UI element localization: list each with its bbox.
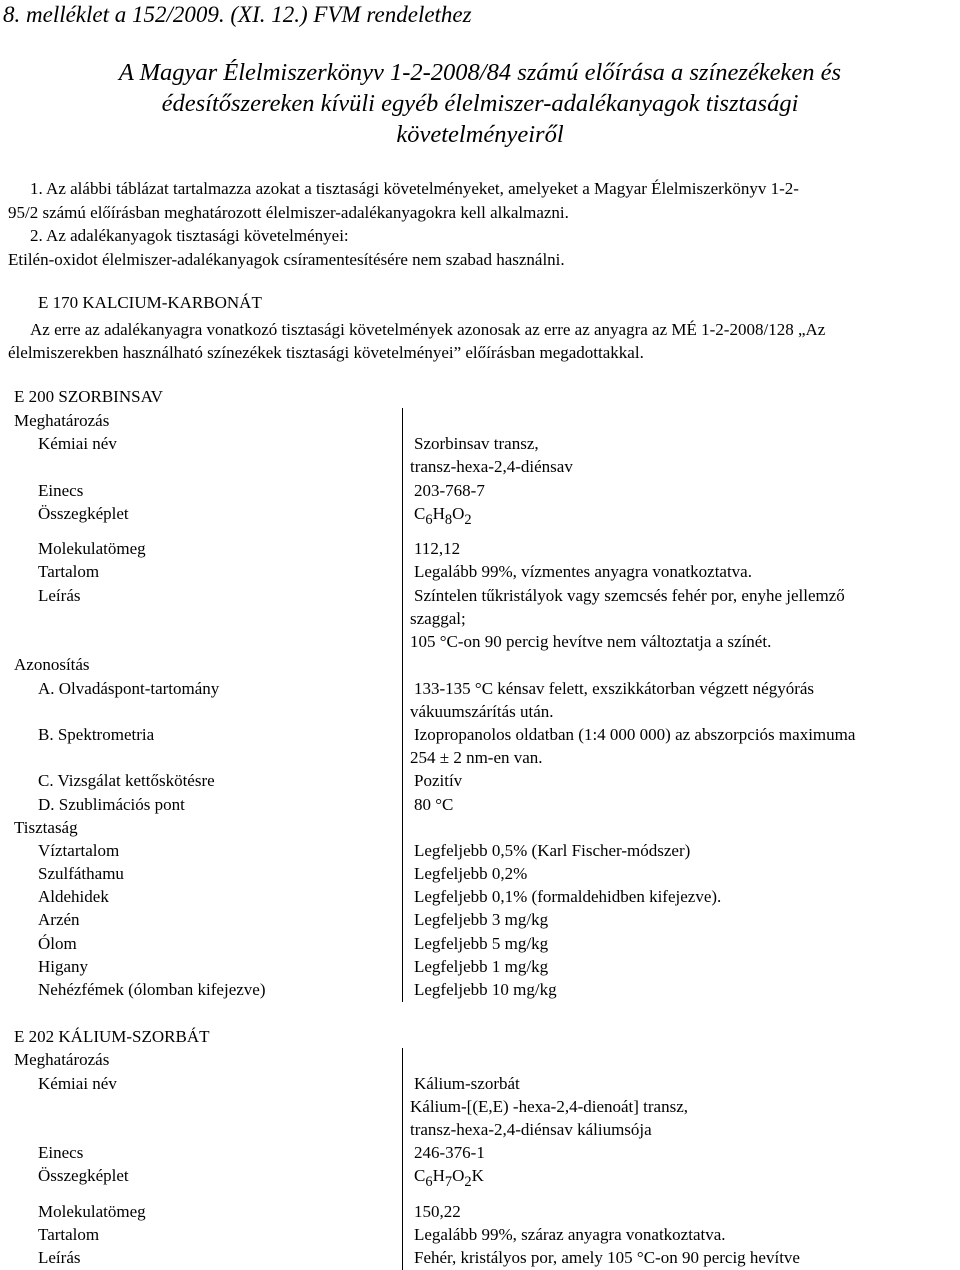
- e200-einecs: Einecs: [38, 481, 84, 500]
- e200-leiras-val1: Színtelen tűkristályok vagy szemcsés fehér por, enyhe jellemző: [414, 586, 845, 605]
- e200-leiras-val2: szaggal;: [410, 609, 466, 628]
- e200-molekulatomeg-val: 112,12: [414, 539, 461, 558]
- e200-einecs-val: 203-768-7: [414, 481, 485, 500]
- e200-b-label: B. Spektrometria: [38, 725, 155, 744]
- e200-aldehidek: Aldehidek: [38, 887, 109, 906]
- e202-meghatarozas: Meghatározás: [14, 1050, 110, 1069]
- e200-molekulatomeg: Molekulatömeg: [38, 539, 146, 558]
- e200-b-val1: Izopropanolos oldatban (1:4 000 000) az abszorpciós maximuma: [414, 725, 856, 744]
- e200-a-val2: vákuumszárítás után.: [410, 702, 554, 721]
- intro-p1-line1: 1. Az alábbi táblázat tartalmazza azokat a tisztasági követelményeket, amelyeket a Magyar Élelmiszerkönyv 1-2-: [30, 179, 799, 198]
- intro-p2-line2: Etilén-oxidot élelmiszer-adalékanyagok csíramentesítésére nem szabad használni.: [8, 250, 565, 269]
- e202-tartalom: Tartalom: [38, 1225, 100, 1244]
- e202-leiras-val: Fehér, kristályos por, amely 105 °C-on 90 percig hevítve: [414, 1248, 800, 1267]
- title-line-2: édesítőszereken kívüli egyéb élelmiszer-adalékanyagok tisztasági: [161, 90, 799, 117]
- e200-leiras: Leírás: [38, 586, 81, 605]
- e200-szulfathamu-val: Legfeljebb 0,2%: [414, 864, 528, 883]
- title-line-1: A Magyar Élelmiszerkönyv 1-2-2008/84 számú előírása a színezékeken és: [118, 59, 842, 86]
- e200-leiras-val3: 105 °C-on 90 percig hevítve nem változtatja a színét.: [410, 632, 772, 651]
- e200-viztartalom-val: Legfeljebb 0,5% (Karl Fischer-módszer): [414, 841, 691, 860]
- e200-nehezfemek-val: Legfeljebb 10 mg/kg: [414, 980, 557, 999]
- e202-formula: $C_6H_7O_2K$: [414, 1166, 484, 1191]
- e200-olom-val: Legfeljebb 5 mg/kg: [414, 934, 549, 953]
- title-line-3: követelményeiről: [396, 121, 564, 148]
- e200-szulfathamu: Szulfáthamu: [38, 864, 124, 883]
- e200-heading: E 200 SZORBINSAV: [14, 387, 163, 406]
- e200-olom: Ólom: [38, 934, 77, 953]
- e200-c-val: Pozitív: [414, 771, 463, 790]
- e200-kemiai-nev-val2: transz-hexa-2,4-diénsav: [410, 457, 573, 476]
- e200-formula: $C_6H_8O_2$: [414, 504, 472, 529]
- e200-d-label: D. Szublimációs pont: [38, 795, 185, 814]
- e200-viztartalom: Víztartalom: [38, 841, 120, 860]
- e202-molekulatomeg-val: 150,22: [414, 1202, 461, 1221]
- e200-kemiai-nev: Kémiai név: [38, 434, 117, 453]
- e200-azonositas: Azonosítás: [14, 655, 90, 674]
- e200-kemiai-nev-val1: Szorbinsav transz,: [414, 434, 539, 453]
- e200-nehezfemek: Nehézfémek (ólomban kifejezve): [38, 980, 266, 999]
- e202-kemiai-nev-val3: transz-hexa-2,4-diénsav káliumsója: [410, 1120, 652, 1139]
- e200-arzen-val: Legfeljebb 3 mg/kg: [414, 910, 549, 929]
- e200-d-val: 80 °C: [414, 795, 454, 814]
- e200-c-label: C. Vizsgálat kettőskötésre: [38, 771, 215, 790]
- e200-tisztasag: Tisztaság: [14, 818, 78, 837]
- e202-einecs: Einecs: [38, 1143, 84, 1162]
- e200-tartalom: Tartalom: [38, 562, 100, 581]
- e202-einecs-val: 246-376-1: [414, 1143, 485, 1162]
- e200-higany-val: Legfeljebb 1 mg/kg: [414, 957, 549, 976]
- e202-leiras: Leírás: [38, 1248, 81, 1267]
- e202-column-divider: [402, 1048, 403, 1270]
- page-header: 8. melléklet a 152/2009. (XI. 12.) FVM rendelethez: [3, 2, 472, 27]
- e200-tartalom-val: Legalább 99%, vízmentes anyagra vonatkoztatva.: [414, 562, 752, 581]
- e200-aldehidek-val: Legfeljebb 0,1% (formaldehidben kifejezve).: [414, 887, 722, 906]
- e200-a-val1: 133-135 °C kénsav felett, exszikkátorban végzett négyórás: [414, 679, 815, 698]
- e202-osszegkeplet: Összegképlet: [38, 1166, 129, 1185]
- e170-line1: Az erre az adalékanyagra vonatkozó tisztasági követelmények azonosak az erre az anyagra az MÉ 1-2-2008/128 „Az: [30, 320, 826, 339]
- e202-kemiai-nev: Kémiai név: [38, 1074, 117, 1093]
- e170-line2: élelmiszerekben használható színezékek tisztasági követelményei” előírásban megadottakkal.: [8, 343, 644, 362]
- e202-molekulatomeg: Molekulatömeg: [38, 1202, 146, 1221]
- intro-p2-line1: 2. Az adalékanyagok tisztasági követelményei:: [30, 226, 349, 245]
- e170-heading: E 170 KALCIUM-KARBONÁT: [38, 293, 262, 312]
- e200-b-val2: 254 ± 2 nm-en van.: [410, 748, 543, 767]
- e200-osszegkeplet: Összegképlet: [38, 504, 129, 523]
- e200-column-divider: [402, 408, 403, 1002]
- intro-p1-line2: 95/2 számú előírásban meghatározott élelmiszer-adalékanyagokra kell alkalmazni.: [8, 203, 569, 222]
- e202-kemiai-nev-val2: Kálium-[(E,E) -hexa-2,4-dienoát] transz,: [410, 1097, 689, 1116]
- e200-higany: Higany: [38, 957, 89, 976]
- e202-heading: E 202 KÁLIUM-SZORBÁT: [14, 1027, 210, 1046]
- e200-a-label: A. Olvadáspont-tartomány: [38, 679, 220, 698]
- e200-meghatarozas: Meghatározás: [14, 411, 110, 430]
- e202-tartalom-val: Legalább 99%, száraz anyagra vonatkoztatva.: [414, 1225, 726, 1244]
- e202-kemiai-nev-val1: Kálium-szorbát: [414, 1074, 520, 1093]
- e200-arzen: Arzén: [38, 910, 80, 929]
